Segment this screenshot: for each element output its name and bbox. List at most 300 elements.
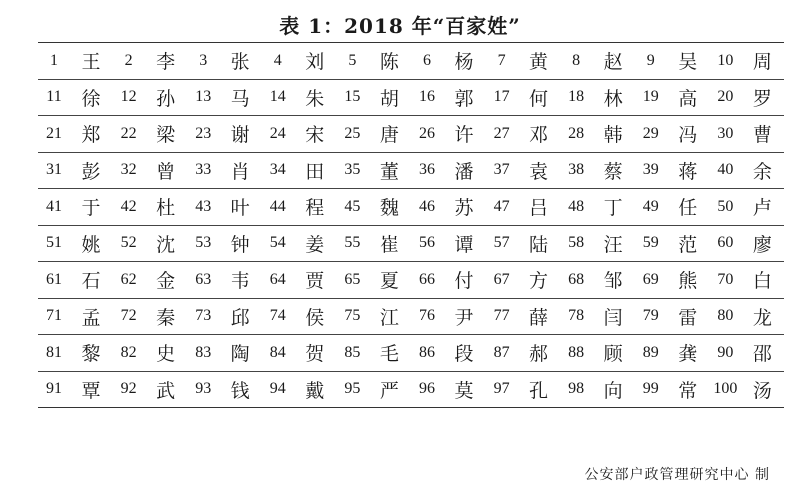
rank-number: 85 xyxy=(344,343,361,361)
table-cell xyxy=(187,230,262,257)
rank-number: 96 xyxy=(418,380,435,398)
rank-number: 63 xyxy=(195,270,212,288)
table-cell xyxy=(709,266,784,293)
surname: 方 xyxy=(529,270,549,293)
table-cell xyxy=(187,303,262,330)
surname: 韦 xyxy=(230,270,250,293)
surname: 吕 xyxy=(529,197,549,220)
rank-number: 72 xyxy=(120,307,137,325)
surname: 高 xyxy=(678,87,698,110)
table-cell xyxy=(411,193,486,220)
table-cell xyxy=(411,47,486,74)
table-cell xyxy=(38,157,113,184)
rank-number: 20 xyxy=(717,88,734,106)
table-cell xyxy=(262,339,337,366)
surname: 彭 xyxy=(81,160,101,183)
table-cell xyxy=(411,120,486,147)
table-cell xyxy=(635,84,710,111)
table-cell xyxy=(560,303,635,330)
table-cell xyxy=(486,47,561,74)
table-cell xyxy=(336,303,411,330)
table-cell xyxy=(635,339,710,366)
surname: 毛 xyxy=(379,343,399,366)
rank-number: 91 xyxy=(46,380,62,398)
rank-number: 86 xyxy=(418,343,435,361)
surname-table xyxy=(38,42,784,408)
table-cell xyxy=(187,266,262,293)
table-cell xyxy=(709,376,784,403)
surname: 姜 xyxy=(305,233,325,256)
rank-number: 27 xyxy=(493,124,510,142)
table-cell xyxy=(486,84,561,111)
surname: 常 xyxy=(678,379,698,402)
surname: 闫 xyxy=(603,306,623,329)
rank-number: 73 xyxy=(195,307,212,325)
surname: 李 xyxy=(156,51,176,74)
surname: 邱 xyxy=(230,306,250,329)
surname: 付 xyxy=(454,270,474,293)
table-cell xyxy=(486,266,561,293)
surname: 黄 xyxy=(529,51,549,74)
surname: 杨 xyxy=(454,51,474,74)
rank-number: 64 xyxy=(269,270,286,288)
table-cell xyxy=(262,266,337,293)
table-cell xyxy=(560,47,635,74)
table-cell xyxy=(113,193,188,220)
surname: 刘 xyxy=(305,51,325,74)
table-row xyxy=(38,262,784,299)
table-cell xyxy=(262,120,337,147)
table-row xyxy=(38,335,784,372)
table-cell xyxy=(709,84,784,111)
surname: 魏 xyxy=(379,197,399,220)
rank-number: 95 xyxy=(344,380,361,398)
surname: 江 xyxy=(379,306,399,329)
table-cell xyxy=(709,120,784,147)
surname: 于 xyxy=(81,197,101,220)
table-cell xyxy=(411,157,486,184)
surname: 覃 xyxy=(81,379,101,402)
table-cell xyxy=(486,193,561,220)
rank-number: 23 xyxy=(195,124,212,142)
rank-number: 78 xyxy=(568,307,585,325)
surname: 钟 xyxy=(230,233,250,256)
rank-number: 94 xyxy=(269,380,286,398)
rank-number: 46 xyxy=(418,197,435,215)
rank-number: 32 xyxy=(120,161,137,179)
table-cell xyxy=(113,84,188,111)
surname: 邹 xyxy=(603,270,623,293)
surname: 曾 xyxy=(156,160,176,183)
surname: 夏 xyxy=(379,270,399,293)
table-cell xyxy=(262,157,337,184)
rank-number: 89 xyxy=(642,343,659,361)
rank-number: 61 xyxy=(46,270,62,288)
surname: 梁 xyxy=(156,124,176,147)
table-row xyxy=(38,80,784,117)
table-cell xyxy=(635,266,710,293)
rank-number: 14 xyxy=(269,88,286,106)
surname: 吴 xyxy=(678,51,698,74)
rank-number: 21 xyxy=(46,124,62,142)
rank-number: 41 xyxy=(46,197,62,215)
surname: 苏 xyxy=(454,197,474,220)
table-cell xyxy=(709,157,784,184)
table-cell xyxy=(262,230,337,257)
table-cell xyxy=(38,84,113,111)
surname: 汪 xyxy=(603,233,623,256)
rank-number: 70 xyxy=(717,270,734,288)
surname: 蔡 xyxy=(603,160,623,183)
surname: 马 xyxy=(230,87,250,110)
surname: 杜 xyxy=(156,197,176,220)
surname: 韩 xyxy=(603,124,623,147)
table-cell xyxy=(336,339,411,366)
rank-number: 36 xyxy=(418,161,435,179)
surname: 谢 xyxy=(230,124,250,147)
table-cell xyxy=(635,157,710,184)
surname: 雷 xyxy=(678,306,698,329)
table-cell xyxy=(38,339,113,366)
rank-number: 55 xyxy=(344,234,361,252)
table-cell xyxy=(635,376,710,403)
rank-number: 93 xyxy=(195,380,212,398)
table-cell xyxy=(262,47,337,74)
table-cell xyxy=(38,120,113,147)
table-cell xyxy=(635,47,710,74)
table-cell xyxy=(709,339,784,366)
surname: 许 xyxy=(454,124,474,147)
surname: 邓 xyxy=(529,124,549,147)
rank-number: 11 xyxy=(46,88,62,106)
table-cell xyxy=(635,193,710,220)
rank-number: 47 xyxy=(493,197,510,215)
surname: 田 xyxy=(305,160,325,183)
rank-number: 24 xyxy=(269,124,286,142)
table-cell xyxy=(411,84,486,111)
surname: 王 xyxy=(81,51,101,74)
rank-number: 40 xyxy=(717,161,734,179)
table-cell xyxy=(38,193,113,220)
surname: 陈 xyxy=(379,51,399,74)
table-cell xyxy=(262,193,337,220)
rank-number: 9 xyxy=(646,51,655,69)
table-cell xyxy=(113,303,188,330)
table-cell xyxy=(336,120,411,147)
rank-number: 88 xyxy=(568,343,585,361)
table-cell xyxy=(635,303,710,330)
table-cell xyxy=(709,47,784,74)
table-cell xyxy=(187,157,262,184)
table-cell xyxy=(560,339,635,366)
table-cell xyxy=(262,376,337,403)
surname: 孔 xyxy=(529,379,549,402)
surname: 龙 xyxy=(752,306,772,329)
surname: 张 xyxy=(230,51,250,74)
rank-number: 29 xyxy=(642,124,659,142)
rank-number: 10 xyxy=(717,51,734,69)
rank-number: 37 xyxy=(493,161,510,179)
table-cell xyxy=(38,266,113,293)
table-cell xyxy=(113,376,188,403)
table-cell xyxy=(38,230,113,257)
table-row xyxy=(38,116,784,153)
rank-number: 22 xyxy=(120,124,137,142)
surname: 薛 xyxy=(529,306,549,329)
surname: 余 xyxy=(752,160,772,183)
rank-number: 99 xyxy=(642,380,659,398)
surname: 严 xyxy=(379,379,399,402)
rank-number: 83 xyxy=(195,343,212,361)
surname: 肖 xyxy=(230,160,250,183)
table-cell xyxy=(560,376,635,403)
rank-number: 81 xyxy=(46,343,62,361)
surname: 贺 xyxy=(305,343,325,366)
rank-number: 50 xyxy=(717,197,734,215)
table-cell xyxy=(411,230,486,257)
rank-number: 77 xyxy=(493,307,510,325)
surname: 向 xyxy=(603,379,623,402)
surname: 袁 xyxy=(529,160,549,183)
table-cell xyxy=(635,230,710,257)
rank-number: 25 xyxy=(344,124,361,142)
table-cell xyxy=(113,120,188,147)
table-cell xyxy=(411,266,486,293)
table-cell xyxy=(38,376,113,403)
surname: 宋 xyxy=(305,124,325,147)
table-cell xyxy=(113,266,188,293)
rank-number: 5 xyxy=(348,51,357,69)
table-cell xyxy=(411,303,486,330)
rank-number: 12 xyxy=(120,88,137,106)
table-cell xyxy=(560,84,635,111)
surname: 林 xyxy=(603,87,623,110)
surname: 叶 xyxy=(230,197,250,220)
rank-number: 62 xyxy=(120,270,137,288)
table-cell xyxy=(187,47,262,74)
rank-number: 84 xyxy=(269,343,286,361)
rank-number: 6 xyxy=(422,51,431,69)
rank-number: 38 xyxy=(568,161,585,179)
surname: 陶 xyxy=(230,343,250,366)
surname: 白 xyxy=(752,270,772,293)
surname: 孟 xyxy=(81,306,101,329)
rank-number: 54 xyxy=(269,234,286,252)
surname: 卢 xyxy=(752,197,772,220)
surname: 顾 xyxy=(603,343,623,366)
surname: 谭 xyxy=(454,233,474,256)
surname: 潘 xyxy=(454,160,474,183)
rank-number: 57 xyxy=(493,234,510,252)
table-title: 表 1：2018 年“百家姓” xyxy=(279,14,521,38)
rank-number: 30 xyxy=(717,124,734,142)
rank-number: 7 xyxy=(497,51,506,69)
table-cell xyxy=(486,376,561,403)
table-cell xyxy=(113,339,188,366)
rank-number: 90 xyxy=(717,343,734,361)
table-cell xyxy=(336,84,411,111)
surname: 邵 xyxy=(752,343,772,366)
rank-number: 19 xyxy=(642,88,659,106)
rank-number: 76 xyxy=(418,307,435,325)
rank-number: 3 xyxy=(199,51,208,69)
surname: 汤 xyxy=(752,379,772,402)
rank-number: 48 xyxy=(568,197,585,215)
table-cell xyxy=(262,84,337,111)
surname: 金 xyxy=(156,270,176,293)
table-cell xyxy=(336,376,411,403)
rank-number: 16 xyxy=(418,88,435,106)
table-row xyxy=(38,226,784,263)
rank-number: 17 xyxy=(493,88,510,106)
table-cell xyxy=(635,120,710,147)
surname: 侯 xyxy=(305,306,325,329)
table-cell xyxy=(560,230,635,257)
rank-number: 66 xyxy=(418,270,435,288)
rank-number: 34 xyxy=(269,161,286,179)
surname: 郑 xyxy=(81,124,101,147)
rank-number: 92 xyxy=(120,380,137,398)
table-cell xyxy=(262,303,337,330)
rank-number: 69 xyxy=(642,270,659,288)
rank-number: 1 xyxy=(50,51,58,69)
surname: 崔 xyxy=(379,233,399,256)
rank-number: 18 xyxy=(568,88,585,106)
rank-number: 8 xyxy=(572,51,581,69)
table-cell xyxy=(187,84,262,111)
table-row xyxy=(38,189,784,226)
rank-number: 39 xyxy=(642,161,659,179)
table-cell xyxy=(709,193,784,220)
rank-number: 44 xyxy=(269,197,286,215)
table-row xyxy=(38,372,784,408)
rank-number: 49 xyxy=(642,197,659,215)
surname: 莫 xyxy=(454,379,474,402)
surname: 罗 xyxy=(752,87,772,110)
rank-number: 33 xyxy=(195,161,212,179)
surname: 钱 xyxy=(230,379,250,402)
surname: 丁 xyxy=(603,197,623,220)
rank-number: 75 xyxy=(344,307,361,325)
table-cell xyxy=(486,157,561,184)
surname: 史 xyxy=(156,343,176,366)
surname: 程 xyxy=(305,197,325,220)
surname: 周 xyxy=(752,51,772,74)
table-cell xyxy=(560,120,635,147)
table-cell xyxy=(486,339,561,366)
rank-number: 45 xyxy=(344,197,361,215)
surname: 任 xyxy=(678,197,698,220)
surname: 朱 xyxy=(305,87,325,110)
surname: 唐 xyxy=(379,124,399,147)
table-cell xyxy=(560,193,635,220)
rank-number: 59 xyxy=(642,234,659,252)
surname: 郝 xyxy=(529,343,549,366)
surname: 石 xyxy=(81,270,101,293)
table-row xyxy=(38,299,784,336)
table-cell xyxy=(560,157,635,184)
surname: 廖 xyxy=(752,233,772,256)
table-cell xyxy=(187,193,262,220)
table-row xyxy=(38,153,784,190)
surname: 尹 xyxy=(454,306,474,329)
rank-number: 82 xyxy=(120,343,137,361)
table-cell xyxy=(187,376,262,403)
surname: 黎 xyxy=(81,343,101,366)
rank-number: 31 xyxy=(46,161,62,179)
surname: 姚 xyxy=(81,233,101,256)
rank-number: 68 xyxy=(568,270,585,288)
rank-number: 51 xyxy=(46,234,62,252)
surname: 何 xyxy=(529,87,549,110)
surname: 蒋 xyxy=(678,160,698,183)
rank-number: 60 xyxy=(717,234,734,252)
table-cell xyxy=(187,120,262,147)
surname: 陆 xyxy=(529,233,549,256)
table-cell xyxy=(486,120,561,147)
table-cell xyxy=(336,157,411,184)
surname: 徐 xyxy=(81,87,101,110)
rank-number: 79 xyxy=(642,307,659,325)
surname: 熊 xyxy=(678,270,698,293)
rank-number: 15 xyxy=(344,88,361,106)
rank-number: 87 xyxy=(493,343,510,361)
table-cell xyxy=(38,303,113,330)
surname: 孙 xyxy=(156,87,176,110)
surname: 武 xyxy=(156,379,176,402)
surname: 戴 xyxy=(305,379,325,402)
table-cell xyxy=(113,230,188,257)
table-cell xyxy=(336,266,411,293)
rank-number: 43 xyxy=(195,197,212,215)
table-source: 公安部户政管理研究中心 制 xyxy=(584,467,770,483)
table-cell xyxy=(336,230,411,257)
surname: 秦 xyxy=(156,306,176,329)
table-cell xyxy=(486,303,561,330)
table-cell xyxy=(411,339,486,366)
rank-number: 98 xyxy=(568,380,585,398)
rank-number: 58 xyxy=(568,234,585,252)
table-cell xyxy=(113,157,188,184)
table-cell xyxy=(187,339,262,366)
table-cell xyxy=(709,230,784,257)
rank-number: 56 xyxy=(418,234,435,252)
rank-number: 65 xyxy=(344,270,361,288)
surname: 冯 xyxy=(678,124,698,147)
table-row xyxy=(38,43,784,80)
surname: 曹 xyxy=(752,124,772,147)
rank-number: 28 xyxy=(568,124,585,142)
surname: 段 xyxy=(454,343,474,366)
rank-number: 67 xyxy=(493,270,510,288)
rank-number: 100 xyxy=(713,380,738,398)
table-cell xyxy=(411,376,486,403)
rank-number: 26 xyxy=(418,124,435,142)
surname: 龚 xyxy=(678,343,698,366)
rank-number: 52 xyxy=(120,234,137,252)
surname: 赵 xyxy=(603,51,623,74)
table-cell xyxy=(336,193,411,220)
rank-number: 97 xyxy=(493,380,510,398)
table-cell xyxy=(113,47,188,74)
rank-number: 42 xyxy=(120,197,137,215)
table-cell xyxy=(38,47,113,74)
table-cell xyxy=(486,230,561,257)
rank-number: 74 xyxy=(269,307,286,325)
rank-number: 2 xyxy=(124,51,133,69)
rank-number: 80 xyxy=(717,307,734,325)
table-cell xyxy=(709,303,784,330)
